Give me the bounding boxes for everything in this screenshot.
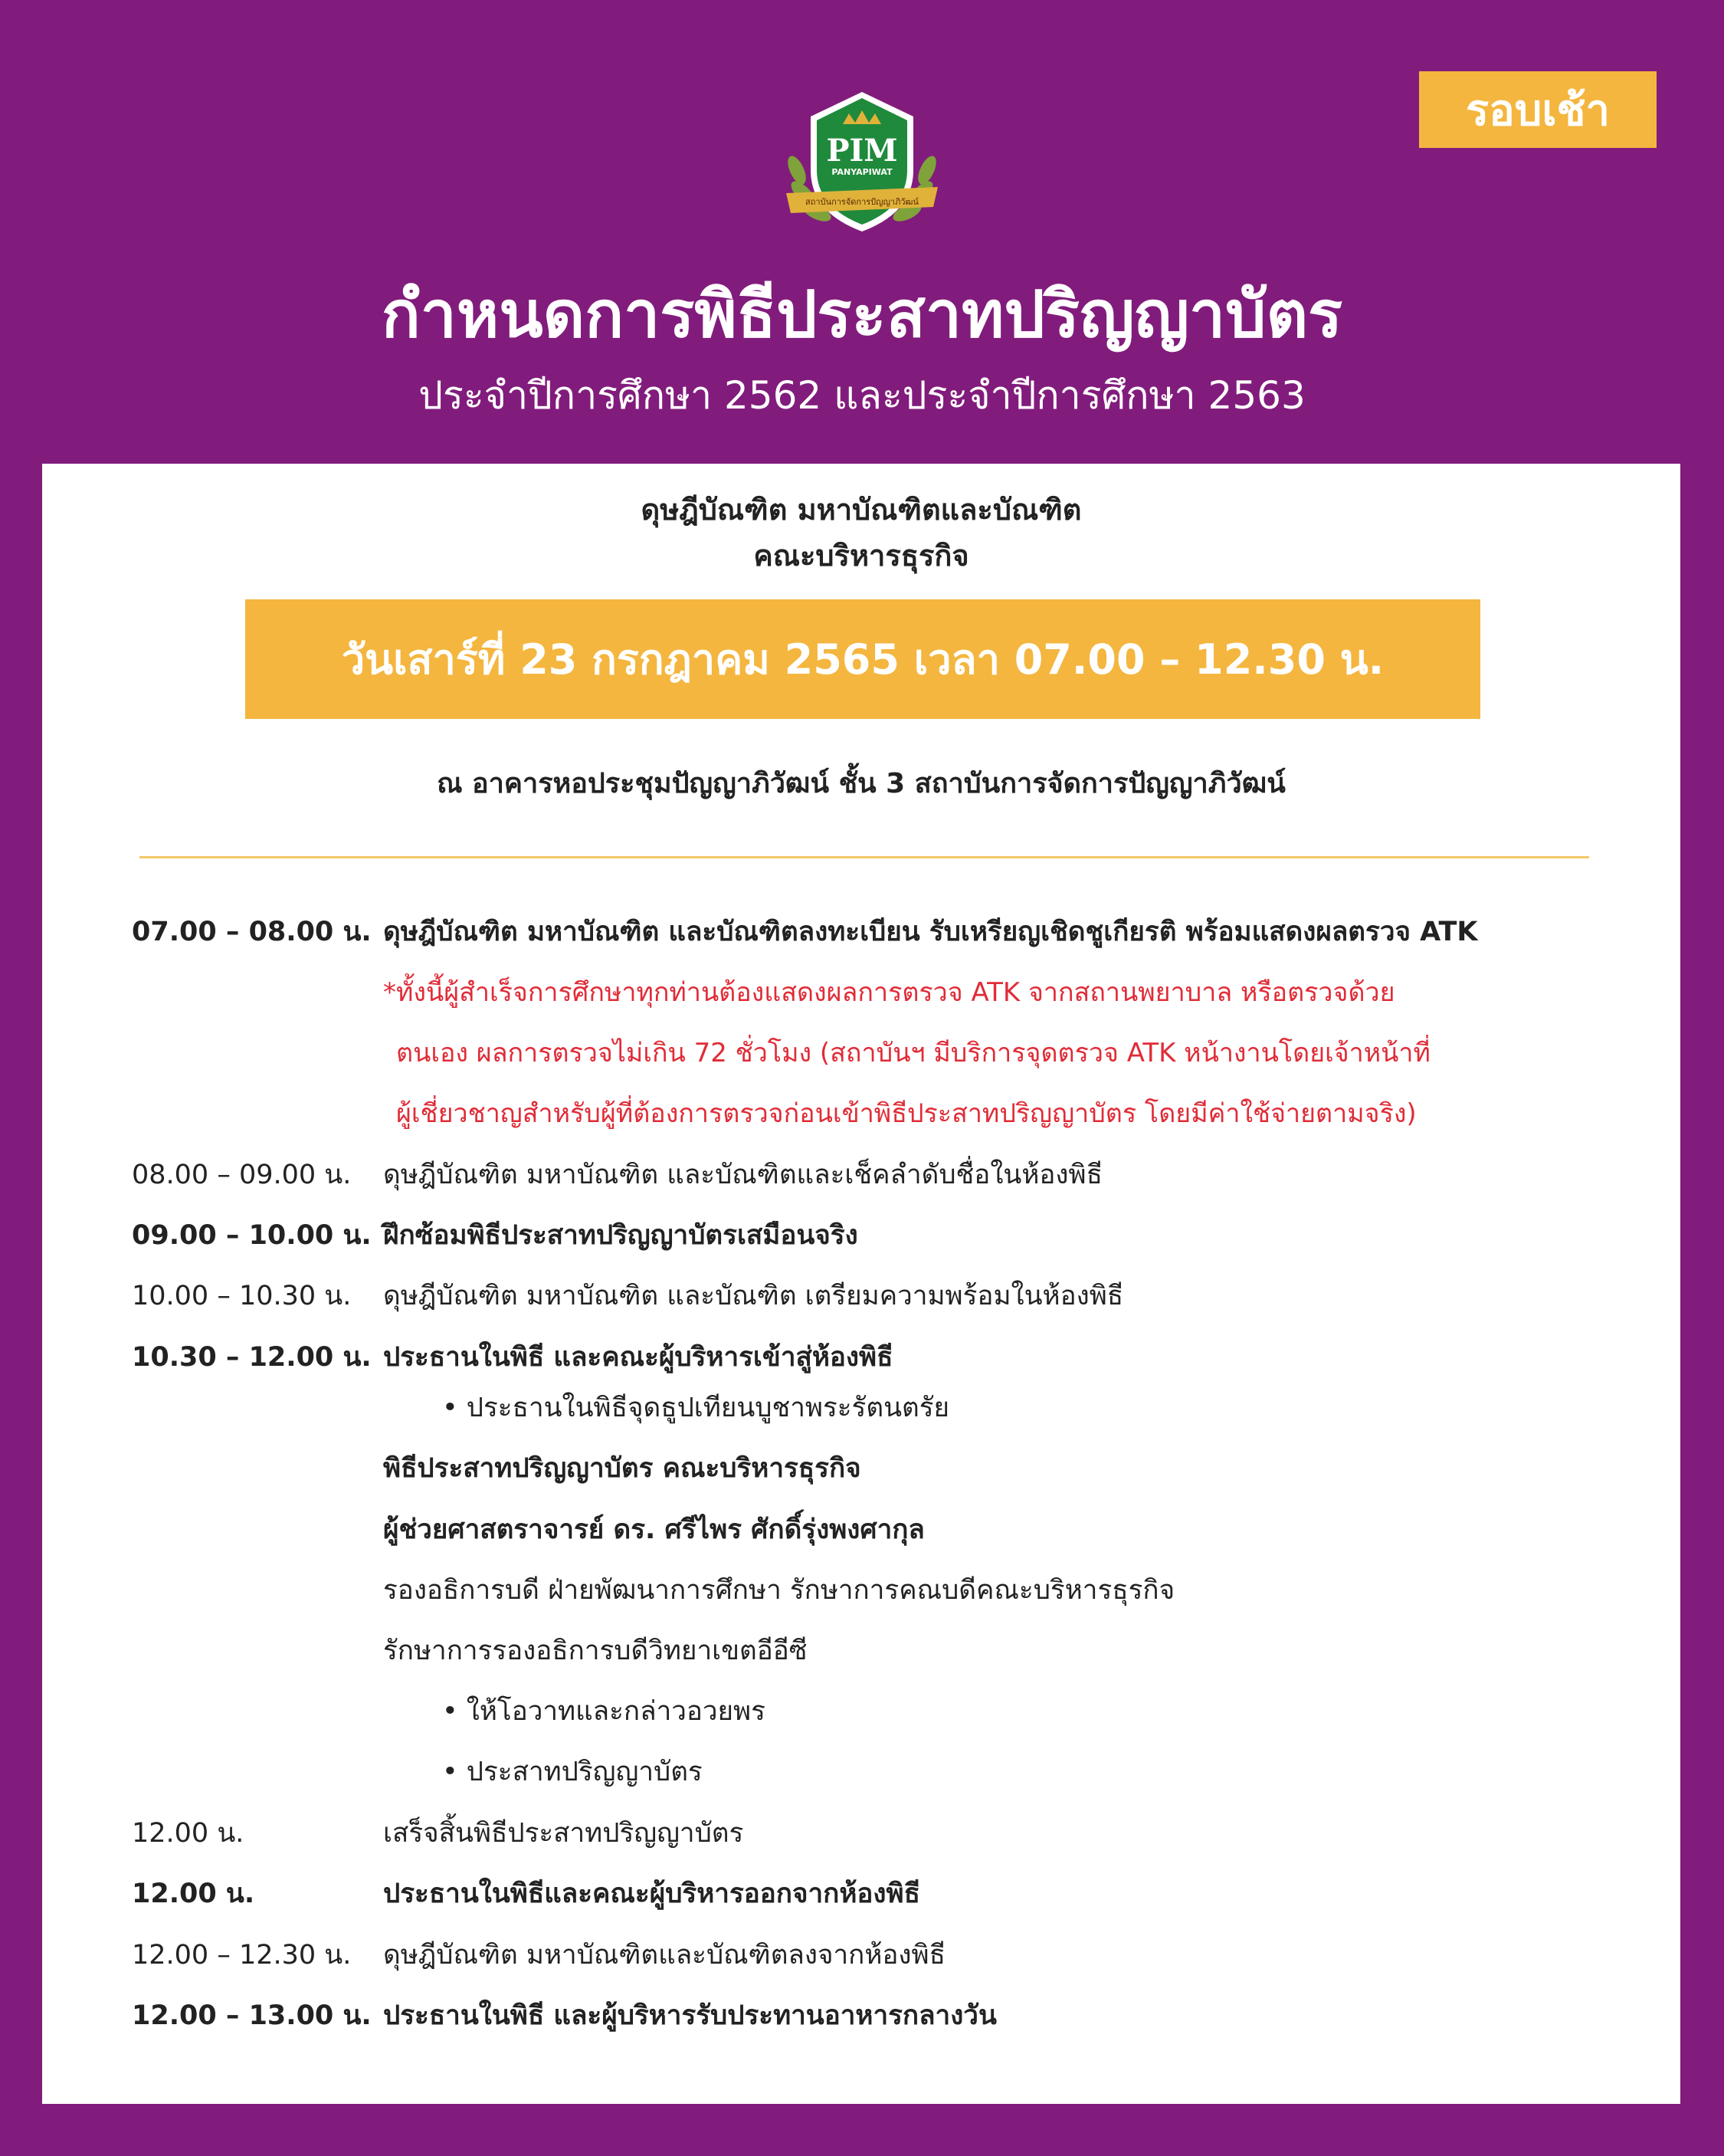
page-title: กำหนดการพิธีประสาทปริญญาบัตร xyxy=(381,277,1343,352)
logo-ribbon-text: สถาบันการจัดการปัญญาภิวัฒน์ xyxy=(805,197,919,207)
schedule-text: ดุษฎีบัณฑิต มหาบัณฑิต และบัณฑิต เตรียมความพร้อมในห้องพิธี xyxy=(383,1280,1124,1311)
schedule-text: ประธานในพิธีและคณะผู้บริหารออกจากห้องพิธี xyxy=(383,1878,920,1909)
audience-heading xyxy=(42,487,1680,579)
schedule-text: ฝึกซ้อมพิธีประสาทปริญญาบัตรเสมือนจริง xyxy=(383,1219,858,1251)
logo-subtext: PANYAPIWAT xyxy=(831,167,893,177)
schedule-row xyxy=(132,904,1478,958)
schedule-row xyxy=(132,1147,1103,1201)
page-subtitle: ประจำปีการศึกษา 2562 และประจำปีการศึกษา 2563 xyxy=(418,373,1306,418)
schedule-text: ดุษฎีบัณฑิต มหาบัณฑิต และบัณฑิตลงทะเบียน รับเหรียญเชิดชูเกียรติ พร้อมแสดงผลตรวจ ATK xyxy=(383,916,1478,947)
atk-note-line-3: ผู้เชี่ยวชาญสำหรับผู้ที่ต้องการตรวจก่อนเข้าพิธีประสาทปริญญาบัตร โดยมีค่าใช้จ่ายตามจริง) xyxy=(396,1098,1417,1129)
schedule-text: ประธานในพิธี และคณะผู้บริหารเข้าสู่ห้องพิธี xyxy=(383,1341,893,1373)
schedule-row xyxy=(132,1806,743,1859)
schedule-time: 10.00 – 10.30 น. xyxy=(132,1280,352,1311)
schedule-row xyxy=(132,1208,858,1262)
schedule-time: 10.30 – 12.00 น. xyxy=(132,1341,372,1373)
pim-logo-icon xyxy=(780,86,944,239)
schedule-row xyxy=(132,1268,1123,1322)
bullet-item: • ประสาทปริญญาบัตร xyxy=(442,1756,703,1787)
schedule-time: 12.00 – 13.00 น. xyxy=(132,2000,372,2031)
bullet-item: • ประธานในพิธีจุดธูปเทียนบูชาพระรัตนตรัย xyxy=(442,1392,950,1423)
bullet-item: • ให้โอวาทและกล่าวอวยพร xyxy=(442,1695,765,1727)
schedule-row xyxy=(132,1928,946,1981)
schedule-text: ประธานในพิธี และผู้บริหารรับประทานอาหารกลางวัน xyxy=(383,2000,997,2031)
atk-note-line-1: *ทั้งนี้ผู้สำเร็จการศึกษาทุกท่านต้องแสดงผลการตรวจ ATK จากสถานพยาบาล หรือตรวจด้วย xyxy=(383,977,1395,1008)
session-badge: รอบเช้า xyxy=(1419,71,1657,148)
schedule-time: 07.00 – 08.00 น. xyxy=(132,916,372,947)
schedule-row xyxy=(132,1988,997,2042)
presider-name: ผู้ช่วยศาสตราจารย์ ดร. ศรีไพร ศักดิ์รุ่งพงศากุล xyxy=(383,1514,925,1545)
presider-role-1: รองอธิการบดี ฝ่ายพัฒนาการศึกษา รักษาการคณบดีคณะบริหารธุรกิจ xyxy=(383,1574,1175,1606)
schedule-time: 08.00 – 09.00 น. xyxy=(132,1159,352,1190)
schedule-text: ดุษฎีบัณฑิต มหาบัณฑิต และบัณฑิตและเช็คลำดับชื่อในห้องพิธี xyxy=(383,1159,1103,1190)
schedule-row xyxy=(132,1330,893,1383)
schedule-time: 09.00 – 10.00 น. xyxy=(132,1219,372,1251)
divider xyxy=(139,856,1589,858)
schedule-row xyxy=(132,1866,920,1920)
ceremony-heading: พิธีประสาทปริญญาบัตร คณะบริหารธุรกิจ xyxy=(383,1452,861,1484)
atk-note-line-2: ตนเอง ผลการตรวจไม่เกิน 72 ชั่วโมง (สถาบันฯ มีบริการจุดตรวจ ATK หน้างานโดยเจ้าหน้าที่ xyxy=(396,1038,1431,1068)
schedule-card xyxy=(42,464,1680,2104)
schedule-time: 12.00 น. xyxy=(132,1817,244,1849)
presider-role-2: รักษาการรองอธิการบดีวิทยาเขตอีอีซี xyxy=(383,1635,808,1666)
schedule-time: 12.00 น. xyxy=(132,1878,255,1909)
venue-text: ณ อาคารหอประชุมปัญญาภิวัฒน์ ชั้น 3 สถาบันการจัดการปัญญาภิวัฒน์ xyxy=(437,768,1286,799)
audience-line-2: คณะบริหารธุรกิจ xyxy=(753,539,969,573)
audience-line-1: ดุษฎีบัณฑิต มหาบัณฑิตและบัณฑิต xyxy=(641,493,1082,527)
date-time-banner: วันเสาร์ที่ 23 กรกฎาคม 2565 เวลา 07.00 – 12.30 น. xyxy=(245,599,1480,719)
logo-text: PIM xyxy=(826,133,898,169)
schedule-text: เสร็จสิ้นพิธีประสาทปริญญาบัตร xyxy=(383,1817,744,1849)
schedule-text: ดุษฎีบัณฑิต มหาบัณฑิตและบัณฑิตลงจากห้องพิธี xyxy=(383,1939,946,1971)
schedule-time: 12.00 – 12.30 น. xyxy=(132,1939,352,1971)
